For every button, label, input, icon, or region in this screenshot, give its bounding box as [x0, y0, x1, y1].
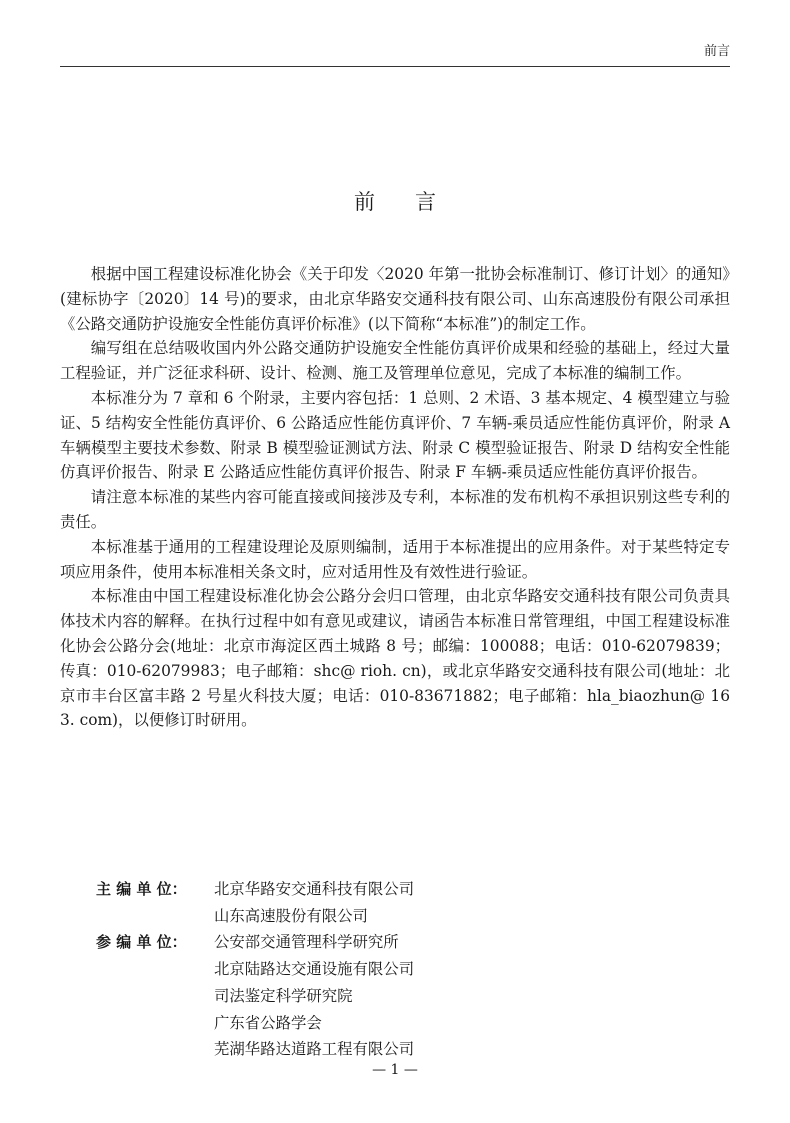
chief-editor-label: 主 编 单 位： — [96, 880, 187, 898]
unit-name: 芜湖华路达道路工程有限公司 — [214, 1040, 415, 1059]
paragraph-patent-notice: 请注意本标准的某些内容可能直接或间接涉及专利，本标准的发布机构不承担识别这些专利的责任。 — [60, 488, 730, 531]
unit-name: 山东高速股份有限公司 — [214, 906, 368, 925]
paragraph-compilation: 编写组在总结吸收国内外公路交通防护设施安全性能仿真评价成果和经验的基础上，经过大量工程验证，并广泛征求科研、设计、检测、施工及管理单位意见，完成了本标准的编制工作。 — [60, 339, 730, 383]
unit-name: 公安部交通管理科学研究所 — [214, 933, 399, 952]
page-number: — 1 — — [372, 1062, 418, 1078]
paragraph-contents: 本标准分为 7 章和 6 个附录，主要内容包括：1 总则、2 术语、3 基本规定、4 模型建立与验证、5 结构安全性能仿真评价、6 公路适应性能仿真评价、7 车辆-乘员适应性能仿真评价，附录 A 车辆模型主要技术参数、附录 B 模型验证测试方法、附录 C 模型验证报告、附录 D 结构安全性能仿真评价报告、附录 E 公路适应性能仿真评价报告、附录 F 车辆-乘员适应性能仿真评价报告。 — [60, 388, 730, 482]
participating-units — [96, 929, 414, 1063]
unit-name: 司法鉴定科学研究院 — [214, 986, 353, 1005]
unit-name: 广东省公路学会 — [214, 1013, 322, 1032]
paragraph-applicability: 本标准基于通用的工程建设理论及原则编制，适用于本标准提出的应用条件。对于某些特定专项应用条件，使用本标准相关条文时，应对适用性及有效性进行验证。 — [60, 537, 730, 581]
participating-label: 参 编 单 位： — [96, 933, 187, 952]
chief-editor-units — [96, 876, 414, 929]
running-header: 前言 — [703, 44, 730, 59]
chief-editor-list — [214, 876, 414, 929]
paragraph-management-contact: 本标准由中国工程建设标准化协会公路分会归口管理，由北京华路安交通科技有限公司负责具体技术内容的解释。在执行过程中如有意见或建议，请函告本标准日常管理组，中国工程建设标准化协会公路分会(地址：北京市海淀区西土城路 8 号；邮编：100088；电话：010-62079839；传真：010-62079983；电子邮箱：shc@ rioh. cn)，或北京华路安交通科技有限公司(地址：北京市丰台区富丰路 2 号星火科技大厦；电话：010-83671882；电子邮箱：hla_biaozhun@ 163. com)，以便修订时研用。 — [60, 587, 730, 730]
preface-body — [60, 262, 730, 733]
participating-list — [214, 929, 414, 1063]
header-rule — [60, 66, 730, 67]
page-title: 前言 — [354, 190, 476, 214]
unit-name: 北京陆路达交通设施有限公司 — [214, 960, 415, 979]
paragraph-origin: 根据中国工程建设标准化协会《关于印发〈2020 年第一批协会标准制订、修订计划〉的通知》(建标协字〔2020〕14 号)的要求，由北京华路安交通科技有限公司、山东高速股份有限公司承担《公路交通防护设施安全性能仿真评价标准》(以下简称“本标准”)的制定工作。 — [60, 265, 730, 333]
unit-name: 北京华路安交通科技有限公司 — [214, 880, 415, 898]
drafting-units — [96, 876, 414, 1063]
